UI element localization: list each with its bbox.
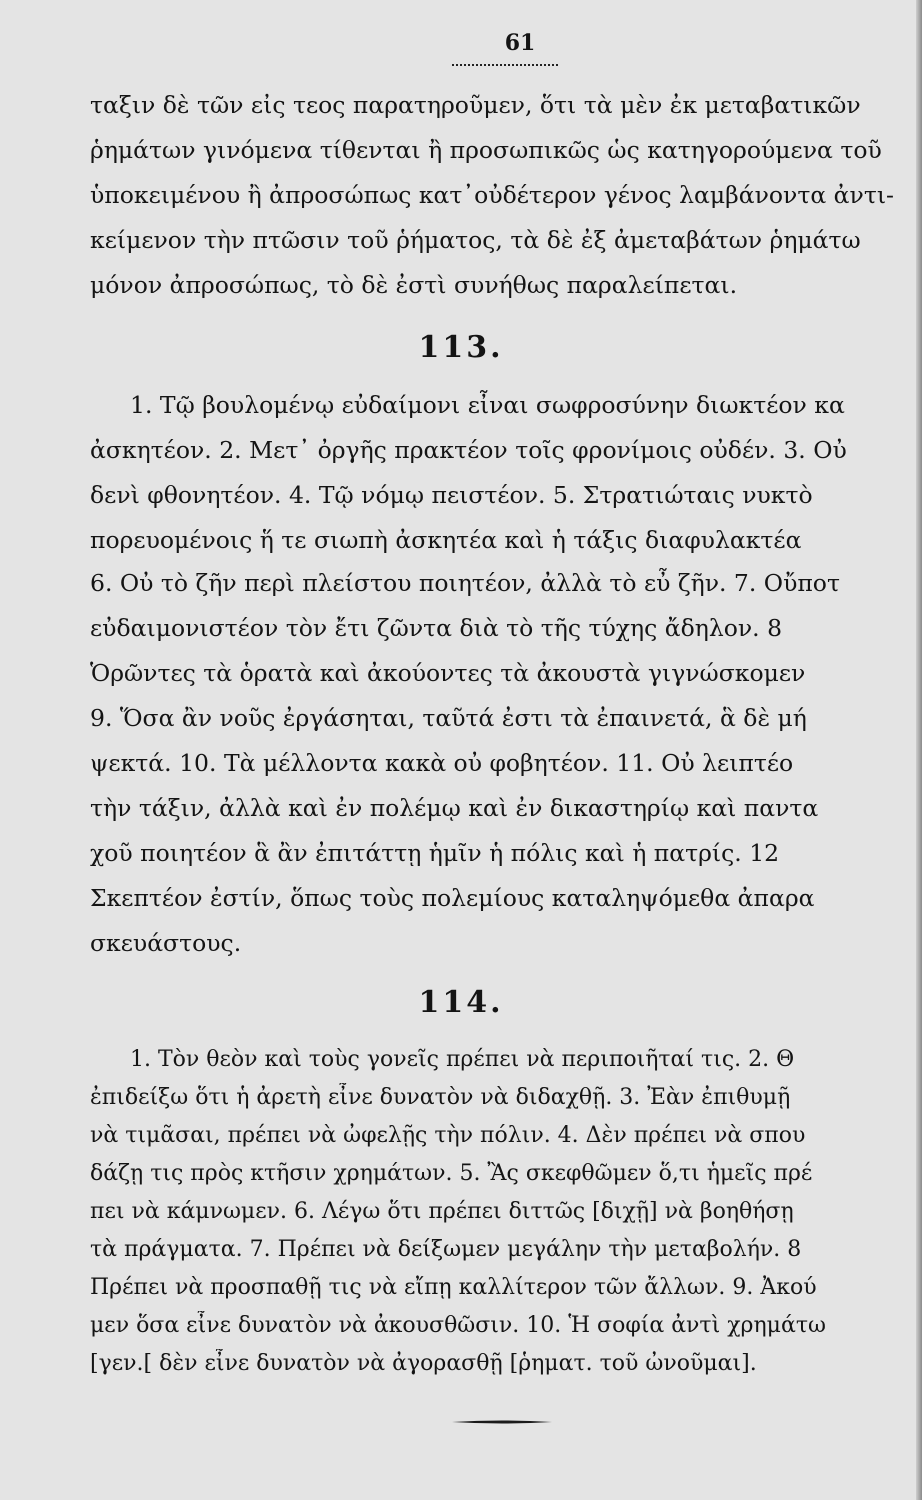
section-heading-114: 114. xyxy=(418,985,504,1020)
text-line: ἀσκητέον. 2. Μετ᾿ ὀργῆς πρακτέον τοῖς φρονίμοις οὐδέν. 3. Οὐ xyxy=(90,436,847,464)
page-edge-shadow xyxy=(916,0,922,1500)
text-line: ῥημάτων γινόμενα τίθενται ἢ προσωπικῶς ὡς κατηγορούμενα τοῦ xyxy=(90,136,882,164)
text-line: μόνον ἀπροσώπως, τὸ δὲ ἐστὶ συνήθως παραλείπεται. xyxy=(90,271,738,299)
text-line: χοῦ ποιητέον ἃ ἂν ἐπιτάττῃ ἡμῖν ἡ πόλις καὶ ἡ πατρίς. 12 xyxy=(90,839,780,867)
text-line: κείμενον τὴν πτῶσιν τοῦ ῥήματος, τὰ δὲ ἐξ ἀμεταβάτων ῥημάτω xyxy=(90,226,861,254)
text-line: πει νὰ κάμνωμεν. 6. Λέγω ὅτι πρέπει διττῶς [διχῇ] νὰ βοηθήσῃ xyxy=(90,1199,794,1224)
text-line: Σκεπτέον ἐστίν, ὅπως τοὺς πολεμίους καταληψόμεθα ἀπαρα xyxy=(90,884,815,912)
text-line: ταξιν δὲ τῶν εἰς τεος παρατηροῦμεν, ὅτι τὰ μὲν ἐκ μεταβατικῶν xyxy=(90,91,861,119)
text-line: [γεν.[ δὲν εἶνε δυνατὸν νὰ ἀγορασθῇ [ῥηματ. τοῦ ὠνοῦμαι]. xyxy=(90,1351,757,1376)
closing-ornament-rule xyxy=(452,1420,552,1424)
text-line: ψεκτά. 10. Τὰ μέλλοντα κακὰ οὐ φοβητέον. 11. Οὐ λειπτέο xyxy=(90,749,794,777)
text-line: τὰ πράγματα. 7. Πρέπει νὰ δείξωμεν μεγάλην τὴν μεταβολήν. 8 xyxy=(90,1237,802,1262)
text-line: Ὁρῶντες τὰ ὁρατὰ καὶ ἀκούοντες τὰ ἀκουστὰ γιγνώσκομεν xyxy=(90,659,806,687)
text-line: Πρέπει νὰ προσπαθῇ τις νὰ εἴπῃ καλλίτερον τῶν ἄλλων. 9. Ἀκού xyxy=(90,1275,817,1300)
page-number: 61 xyxy=(504,30,536,56)
text-line: εὐδαιμονιστέον τὸν ἔτι ζῶντα διὰ τὸ τῆς τύχης ἄδηλον. 8 xyxy=(90,614,783,642)
text-line: 6. Οὐ τὸ ζῆν περὶ πλείστου ποιητέον, ἀλλὰ τὸ εὖ ζῆν. 7. Οὔποτ xyxy=(90,569,840,597)
text-line: ὑποκειμένου ἢ ἀπροσώπως κατ᾿οὐδέτερον γένος λαμβάνοντα ἀντι- xyxy=(90,181,894,209)
text-line: ἐπιδείξω ὅτι ἡ ἀρετὴ εἶνε δυνατὸν νὰ διδαχθῇ. 3. Ἐὰν ἐπιθυμῇ xyxy=(90,1085,791,1110)
text-line: μεν ὅσα εἶνε δυνατὸν νὰ ἀκουσθῶσιν. 10. Ἡ σοφία ἀντὶ χρημάτω xyxy=(90,1313,826,1338)
section-heading-113: 113. xyxy=(418,330,504,365)
text-line: σκευάστους. xyxy=(90,929,242,957)
text-line: 9. Ὅσα ἂν νοῦς ἐργάσηται, ταῦτά ἐστι τὰ ἐπαινετά, ἃ δὲ μή xyxy=(90,704,807,732)
text-line: δάζῃ τις πρὸς κτῆσιν χρημάτων. 5. Ἂς σκεφθῶμεν ὅ,τι ἡμεῖς πρέ xyxy=(90,1161,813,1186)
text-line: δενὶ φθονητέον. 4. Τῷ νόμῳ πειστέον. 5. Στρατιώταις νυκτὸ xyxy=(90,481,813,509)
text-line: 1. Τὸν θεὸν καὶ τοὺς γονεῖς πρέπει νὰ περιποιῆταί τις. 2. Θ xyxy=(130,1047,795,1072)
text-line: τὴν τάξιν, ἀλλὰ καὶ ἐν πολέμῳ καὶ ἐν δικαστηρίῳ καὶ παντα xyxy=(90,794,819,822)
text-line: νὰ τιμᾶσαι, πρέπει νὰ ὠφελῇς τὴν πόλιν. 4. Δὲν πρέπει νὰ σπου xyxy=(90,1123,806,1148)
text-line: 1. Τῷ βουλομένῳ εὐδαίμονι εἶναι σωφροσύνην διωκτέον κα xyxy=(130,391,845,419)
page-number-rule xyxy=(452,64,558,66)
text-line: πορευομένοις ἥ τε σιωπὴ ἀσκητέα καὶ ἡ τάξις διαφυλακτέα xyxy=(90,526,802,554)
